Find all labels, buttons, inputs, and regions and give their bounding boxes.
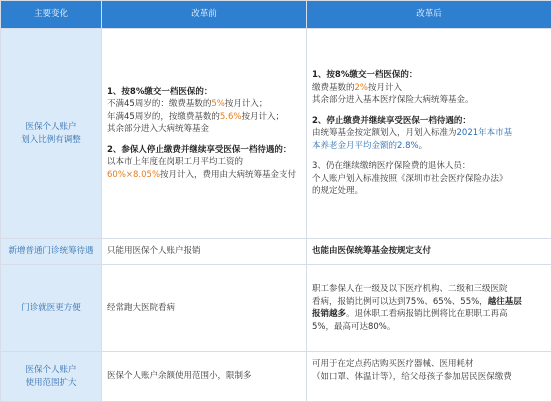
label-line: 使用范围扩大 — [6, 377, 96, 390]
item-title: 1、按8%缴交一档医保的： — [107, 86, 301, 99]
header-main-change: 主要变化 — [1, 1, 102, 29]
row-outpatient-convenience — [1, 265, 551, 352]
bold-phrase: 越往基层 — [488, 297, 522, 307]
text-line: 缴费基数的2%按月计入 — [312, 82, 546, 95]
label-line: 医保个人账户 — [6, 121, 96, 134]
label-account-ratio — [1, 29, 102, 239]
text-line: 年满45周岁的，按缴费基数的5.6%按月计入； — [107, 111, 301, 124]
text-line: 其余部分进入大病统筹基金 — [107, 123, 301, 136]
bold-phrase: 报销越多 — [312, 309, 346, 319]
highlight-value: 2% — [355, 83, 369, 93]
item-title: 1、按8%缴交一档医保的： — [312, 69, 546, 82]
text-line: 以本市上年度在岗职工月平均工资的 — [107, 156, 301, 169]
cell-before-outpatient-convenience: 经常跑大医院看病 — [102, 265, 307, 352]
highlight-value: 5.6% — [220, 112, 242, 122]
text-line: 由统筹基金按定额划入，月划入标准为2021年本市基 — [312, 127, 546, 140]
text-line: 个人账户划入标准按照《深圳市社会医疗保险办法》 — [312, 173, 546, 186]
highlight-value: 2021年本市基 — [457, 128, 513, 138]
header-row — [1, 1, 551, 29]
text-line: 其余部分进入基本医疗保险大病统筹基金。 — [312, 94, 546, 107]
highlight-value: 5% — [211, 99, 225, 109]
header-before-reform: 改革前 — [102, 1, 307, 29]
text-line: 5%，最高可达80%。 — [312, 321, 546, 334]
text-line: 职工参保人在一级及以下医疗机构、二级和三级医院 — [312, 283, 546, 296]
highlight-value: 60%×8.05% — [107, 170, 160, 180]
label-line: 划入比例有调整 — [6, 134, 96, 147]
label-outpatient-pooling: 新增普通门诊统筹待遇 — [1, 239, 102, 265]
row-account-ratio — [1, 29, 551, 239]
text-line: 的规定处理。 — [312, 185, 546, 198]
text-line: 本养老金月平均金额的2.8%。 — [312, 140, 546, 153]
text-line: 60%×8.05%按月计入，费用由大病统筹基金支付 — [107, 169, 301, 182]
header-after-reform: 改革后 — [307, 1, 551, 29]
cell-before-account-ratio — [102, 29, 307, 239]
cell-before-outpatient-pooling: 只能用医保个人账户报销 — [102, 239, 307, 265]
item-title: 2、参保人停止缴费并继续享受医保一档待遇的： — [107, 144, 301, 157]
text-line: （如口罩、体温计等），给父母孩子参加居民医保缴费 — [312, 371, 546, 384]
label-line: 医保个人账户 — [6, 364, 96, 377]
label-account-scope — [1, 352, 102, 402]
cell-after-outpatient-pooling: 也能由医保统筹基金按规定支付 — [307, 239, 551, 265]
highlight-value: 本养老金月平均金额的2.8% — [312, 141, 419, 151]
cell-after-account-scope — [307, 352, 551, 402]
text-line: 3、仍在继续缴纳医疗保险费的退休人员： — [312, 160, 546, 173]
cell-after-account-ratio — [307, 29, 551, 239]
cell-after-outpatient-convenience — [307, 265, 551, 352]
text-line: 看病，报销比例可以达到75%、65%、55%，越往基层 — [312, 296, 546, 309]
item-title: 2、停止缴费并继续享受医保一档待遇的： — [312, 115, 546, 128]
cell-before-account-scope: 医保个人账户余额使用范围小，限制多 — [102, 352, 307, 402]
label-outpatient-convenience: 门诊就医更方便 — [1, 265, 102, 352]
text-line: 可用于在定点药店购买医疗器械、医用耗材 — [312, 358, 546, 371]
text-line: 报销越多。退休职工看病报销比例将比在职职工再高 — [312, 308, 546, 321]
row-account-scope — [1, 352, 551, 402]
row-outpatient-pooling — [1, 239, 551, 265]
text-line: 不满45周岁的：缴费基数的5%按月计入； — [107, 98, 301, 111]
